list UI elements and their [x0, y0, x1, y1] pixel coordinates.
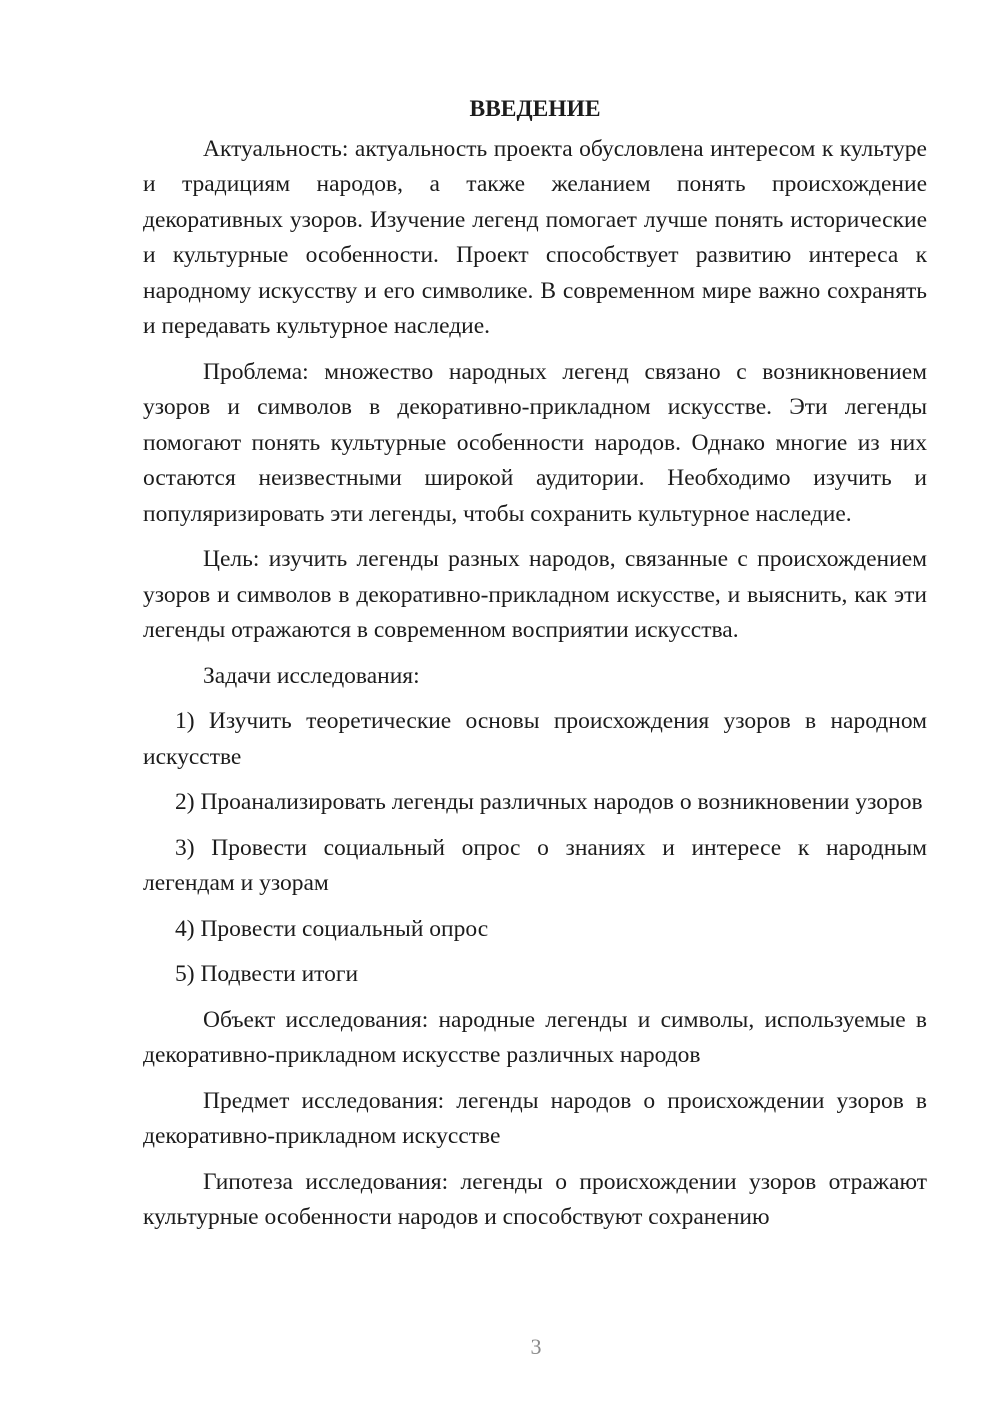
paragraph-object: Объект исследования: народные легенды и символы, используемые в декоративно-прикладном искусстве различных народов: [143, 1006, 927, 1068]
paragraph-problem: Проблема: множество народных легенд связано с возникновением узоров и символов в декоративно-прикладном искусстве. Эти легенды помогают понять культурные особенности народов. Однако многие из них остаются неизвестными широкой аудитории. Необходимо изучить и популяризировать эти легенды, чтобы сохранить культурное наследие.: [143, 358, 927, 527]
task-item-1: 1) Изучить теоретические основы происхождения узоров в народном искусстве: [143, 708, 927, 770]
paragraph-goal: Цель: изучить легенды разных народов, связанные с происхождением узоров и символов в декоративно-прикладном искусстве, и выяснить, как эти легенды отражаются в современном восприятии искусства.: [143, 546, 927, 643]
paragraph-relevance: Актуальность: актуальность проекта обусловлена интересом к культуре и традициям народов, а также желанием понять происхождение декоративных узоров. Изучение легенд помогает лучше понять исторические и культурные особенности. Проект способствует развитию интереса к народному искусству и его символике. В современном мире важно сохранять и передавать культурное наследие.: [143, 135, 927, 339]
task-item-3: 3) Провести социальный опрос о знаниях и интересе к народным легендам и узорам: [143, 834, 927, 896]
paragraph-subject: Предмет исследования: легенды народов о происхождении узоров в декоративно-прикладном искусстве: [143, 1087, 927, 1149]
paragraph-hypothesis: Гипотеза исследования: легенды о происхождении узоров отражают культурные особенности народов и способствуют сохранению: [143, 1168, 927, 1230]
task-item-2: 2) Проанализировать легенды различных народов о возникновении узоров: [175, 789, 923, 815]
tasks-heading: Задачи исследования:: [203, 662, 420, 689]
task-item-4: 4) Провести социальный опрос: [175, 915, 489, 942]
page-number: 3: [530, 1334, 542, 1359]
page-content: [143, 92, 927, 1236]
section-title: ВВЕДЕНИЕ: [469, 96, 601, 122]
task-item-5: 5) Подвести итоги: [175, 961, 359, 987]
